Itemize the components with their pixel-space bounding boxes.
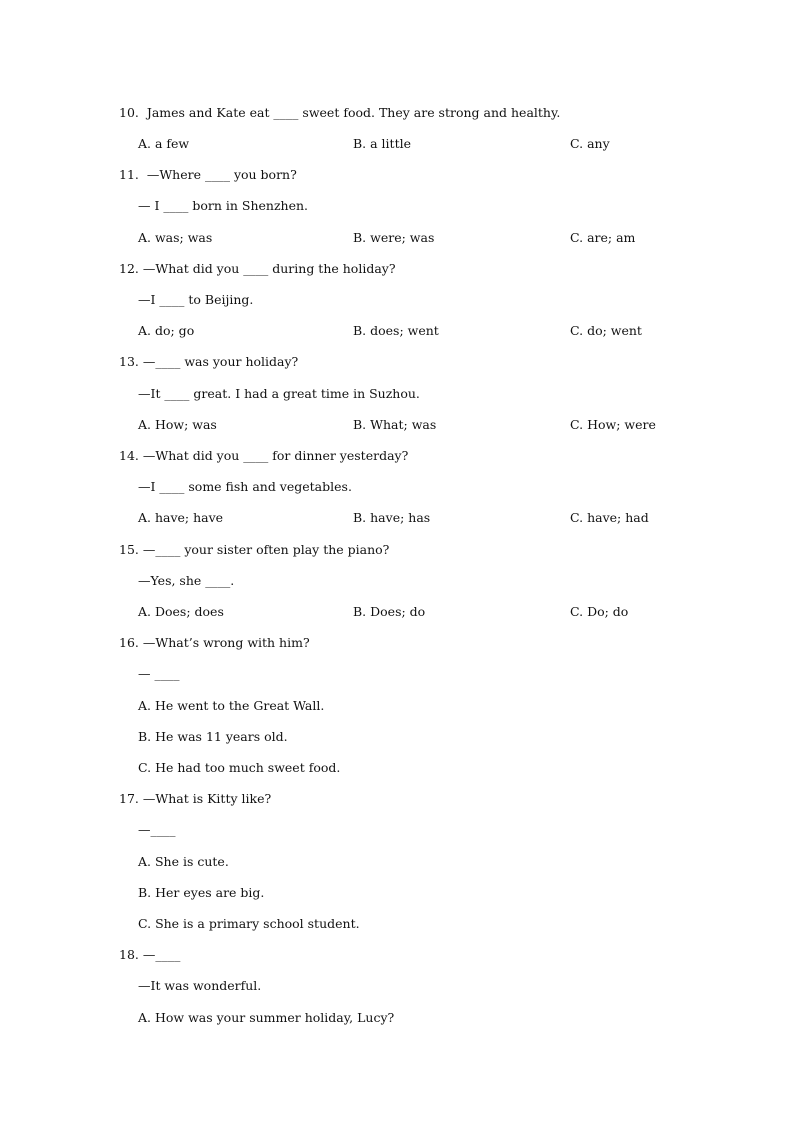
question-11-stem: 11. —Where ____ you born?	[119, 167, 297, 182]
question-13-stem: 13. —____ was your holiday?	[119, 354, 299, 369]
question-11-response: — I ____ born in Shenzhen.	[138, 198, 309, 213]
question-18-stem: 18. —____	[119, 947, 181, 962]
question-10-option-c: C. any	[570, 136, 610, 151]
question-16-response: — ____	[138, 666, 180, 681]
question-16-option-b: B. He was 11 years old.	[138, 729, 288, 744]
question-15-option-a: A. Does; does	[138, 604, 224, 619]
question-12-response: —I ____ to Beijing.	[138, 292, 254, 307]
question-17-option-c: C. She is a primary school student.	[138, 916, 360, 931]
question-14-option-c: C. have; had	[570, 510, 649, 525]
question-11-option-c: C. are; am	[570, 230, 636, 245]
question-17-option-a: A. She is cute.	[138, 854, 229, 869]
question-15-stem: 15. —____ your sister often play the piano?	[119, 542, 390, 557]
question-16-stem: 16. —What’s wrong with him?	[119, 635, 310, 650]
question-14-response: —I ____ some fish and vegetables.	[138, 479, 352, 494]
question-13-option-c: C. How; were	[570, 417, 656, 432]
question-14-option-b: B. have; has	[353, 510, 431, 525]
question-10-option-b: B. a little	[353, 136, 411, 151]
question-11-option-b: B. were; was	[353, 230, 435, 245]
question-17-option-b: B. Her eyes are big.	[138, 885, 265, 900]
question-16-option-c: C. He had too much sweet food.	[138, 760, 341, 775]
question-12-option-c: C. do; went	[570, 323, 642, 338]
question-17-response: —____	[138, 822, 176, 837]
question-12-stem: 12. —What did you ____ during the holiday?	[119, 261, 396, 276]
question-12-option-b: B. does; went	[353, 323, 439, 338]
question-11-option-a: A. was; was	[138, 230, 213, 245]
question-14-stem: 14. —What did you ____ for dinner yesterday?	[119, 448, 409, 463]
question-17-stem: 17. —What is Kitty like?	[119, 791, 272, 806]
question-15-response: —Yes, she ____.	[138, 573, 235, 588]
question-15-option-b: B. Does; do	[353, 604, 426, 619]
question-16-option-a: A. He went to the Great Wall.	[138, 698, 325, 713]
question-12-option-a: A. do; go	[138, 323, 195, 338]
question-13-option-a: A. How; was	[138, 417, 217, 432]
question-18-response: —It was wonderful.	[138, 978, 262, 993]
question-14-option-a: A. have; have	[138, 510, 224, 525]
question-13-response: —It ____ great. I had a great time in Suzhou.	[138, 386, 420, 401]
question-15-option-c: C. Do; do	[570, 604, 629, 619]
question-18-option-a: A. How was your summer holiday, Lucy?	[138, 1010, 395, 1025]
question-10-stem: 10. James and Kate eat ____ sweet food. They are strong and healthy.	[119, 105, 561, 120]
question-10-option-a: A. a few	[138, 136, 190, 151]
question-13-option-b: B. What; was	[353, 417, 437, 432]
